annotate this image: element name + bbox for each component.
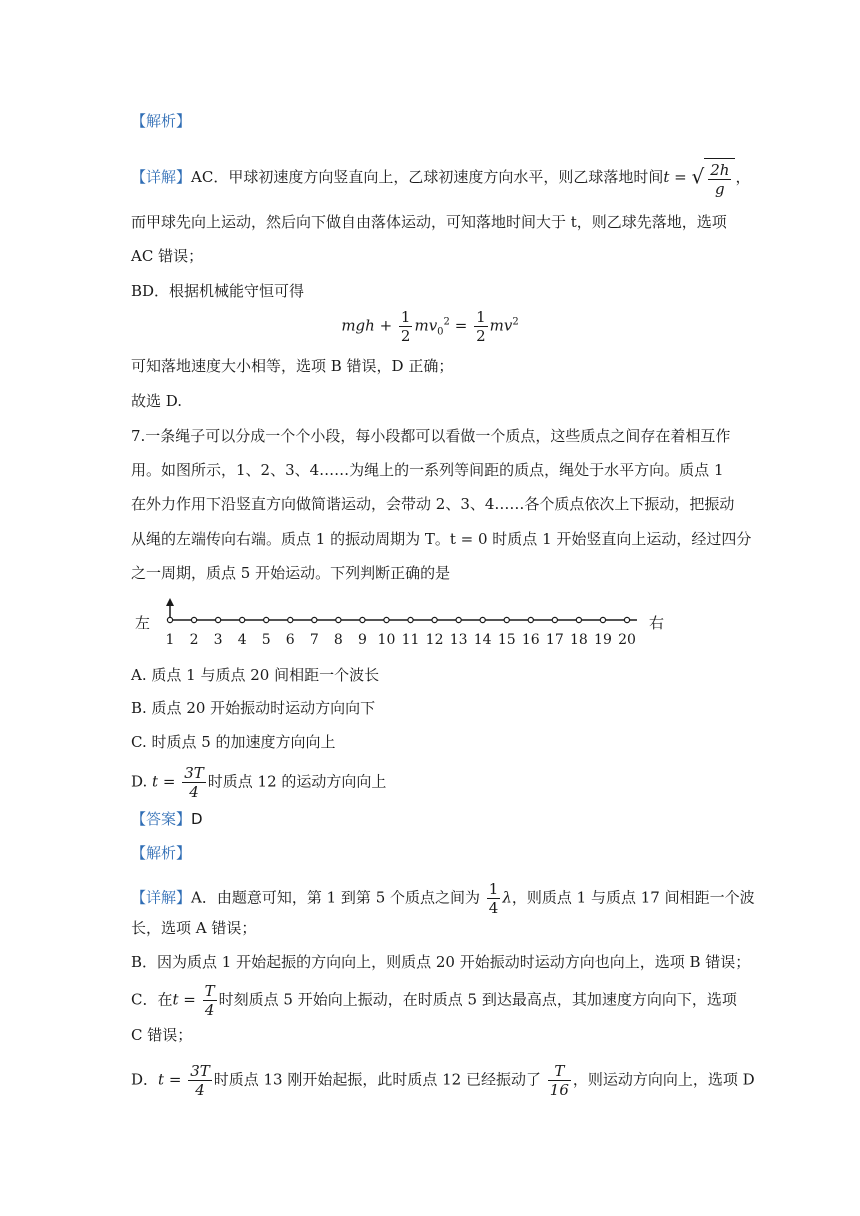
rope-point: [167, 617, 172, 622]
text: C．在: [131, 990, 173, 1009]
rope-point: [360, 617, 365, 622]
point-label: 8: [333, 632, 343, 648]
detail-1-line-2: 而甲球先向上运动，然后向下做自由落体运动，可知落地时间大于 t，则乙球先落地，选项: [131, 213, 727, 231]
sup: 2: [443, 316, 450, 328]
detail-1-line-5: 可知落地速度大小相等，选项 B 错误，D 正确；: [131, 357, 454, 375]
left-label: 左: [135, 614, 151, 632]
rope-point: [456, 617, 461, 622]
rope-point: [504, 617, 509, 622]
answer-value: D: [191, 810, 203, 828]
rope-point: [216, 617, 221, 622]
rope-point: [600, 617, 605, 622]
eq-mid: mv: [414, 316, 438, 335]
rope-point: [384, 617, 389, 622]
point-label: 18: [569, 632, 588, 648]
sqrt-expression: √ $\frac{2h}{g}$: [692, 158, 736, 198]
point-label: 16: [521, 632, 540, 648]
detail-tag: 【详解】: [131, 168, 192, 186]
frac-den: 4: [488, 899, 499, 917]
point-label: 6: [285, 632, 295, 648]
rope-point: [336, 617, 341, 622]
detail-2-a-2: 长，选项 A 错误；: [131, 919, 257, 937]
frac-den: 2: [476, 327, 486, 345]
rope-point: [552, 617, 557, 622]
text: ，则质点 1 与质点 17 间相距一个波: [511, 888, 755, 907]
answer-tag: 【答案】: [131, 810, 192, 828]
arrow-head-icon: [166, 598, 174, 606]
rope-point: [576, 617, 581, 622]
eq-sign: =: [454, 316, 468, 335]
rope-point: [408, 617, 413, 622]
points-group: [166, 617, 636, 648]
detail-1-line-3: AC 错误；: [131, 247, 204, 265]
rope-point: [288, 617, 293, 622]
point-label: 3: [213, 632, 223, 648]
frac-num: 1: [488, 880, 499, 898]
point-label: 20: [618, 632, 636, 648]
point-label: 2: [189, 632, 199, 648]
rope-point: [312, 617, 317, 622]
opt-label: D.: [131, 772, 148, 791]
sqrt-numerator: 2h: [710, 161, 730, 179]
rope-point: [528, 617, 533, 622]
rope-point: [191, 617, 196, 622]
time-symbol: t =: [152, 772, 176, 791]
text: ，: [735, 168, 751, 186]
text: 时质点 12 的运动方向向上: [207, 772, 387, 791]
text: AC．甲球初速度方向竖直向上，乙球初速度方向水平，则乙球落地时间: [191, 168, 664, 186]
text: 时刻质点 5 开始向上振动，在时质点 5 到达最高点，其加速度方向向下，选项: [218, 990, 737, 1009]
point-label: 1: [165, 632, 175, 648]
point-label: 13: [449, 632, 468, 648]
q7-line-1: 7.一条绳子可以分成一个个小段，每小段都可以看做一个质点，这些质点之间存在着相互作: [131, 427, 731, 445]
analysis-tag-2: 【解析】: [131, 844, 192, 862]
point-label: 12: [425, 632, 444, 648]
point-label: 7: [309, 632, 319, 648]
point-label: 15: [497, 632, 516, 648]
frac-num: 1: [400, 308, 411, 326]
sqrt-denominator: g: [715, 180, 725, 198]
point-label: 4: [237, 632, 247, 648]
rope-diagram: [131, 596, 671, 652]
frac-num: T: [204, 982, 215, 1000]
detail-1-line-4: BD．根据机械能守恒可得: [131, 282, 305, 300]
detail-1-line-6: 故选 D.: [131, 392, 183, 410]
frac-den: 4: [204, 1001, 215, 1019]
rope-point: [264, 617, 269, 622]
option-c: C. 时质点 5 的加速度方向向上: [131, 733, 336, 751]
option-a: A. 质点 1 与质点 20 间相距一个波长: [131, 666, 380, 684]
time-symbol: t =: [663, 168, 687, 186]
lambda-symbol: λ: [502, 888, 512, 907]
q7-line-4: 从绳的左端传向右端。质点 1 的振动周期为 T。t = 0 时质点 1 开始竖直向上运动，经过四分: [131, 530, 752, 548]
point-label: 9: [357, 632, 367, 648]
point-label: 14: [473, 632, 492, 648]
rope-point: [240, 617, 245, 622]
rope-point: [480, 617, 485, 622]
point-label: 19: [594, 632, 612, 648]
q7-line-2: 用。如图所示，1、2、3、4……为绳上的一系列等间距的质点，绳处于水平方向。质点 1: [131, 461, 724, 479]
eq-left: mgh +: [341, 316, 393, 335]
point-label: 10: [377, 632, 396, 648]
point-label: 5: [261, 632, 271, 648]
text: ，则运动方向向上，选项 D: [572, 1070, 755, 1089]
answer-row: [131, 809, 203, 829]
time-symbol: t =: [172, 990, 196, 1009]
point-label: 11: [401, 632, 420, 648]
analysis-tag: 【解析】: [131, 112, 192, 130]
rope-point: [624, 617, 629, 622]
frac-den: 4: [189, 783, 199, 801]
frac-num: 1: [476, 308, 486, 326]
eq-right: mv: [489, 316, 513, 335]
text: 时质点 13 刚开始起振，此时质点 12 已经振动了: [213, 1070, 541, 1089]
option-d: [131, 764, 386, 801]
detail-2-d: [131, 1062, 755, 1099]
frac-den: 16: [549, 1081, 569, 1099]
text: A．由题意可知，第 1 到第 5 个质点之间为: [191, 888, 481, 907]
time-symbol: t =: [158, 1070, 182, 1089]
q7-line-5: 之一周期，质点 5 开始运动。下列判断正确的是: [131, 564, 451, 582]
frac-den: 4: [195, 1081, 205, 1099]
detail-2-c-2: C 错误；: [131, 1026, 193, 1044]
detail-2-c: [131, 982, 737, 1019]
detail-2-b: B．因为质点 1 开始起振的方向向上，则质点 20 开始振动时运动方向也向上，选项 B 错误；: [131, 953, 751, 971]
frac-den: 2: [400, 327, 411, 345]
frac-num: 3T: [190, 1062, 210, 1080]
text: D．: [131, 1070, 159, 1089]
detail-1-line-1: [131, 158, 750, 198]
detail-2-a: [131, 880, 755, 917]
rope-point: [432, 617, 437, 622]
point-label: 17: [545, 632, 564, 648]
frac-num: T: [548, 1062, 571, 1081]
sub: 0: [437, 326, 444, 338]
sup: 2: [512, 316, 519, 328]
detail-tag: 【详解】: [131, 888, 192, 907]
frac-num: 3T: [184, 764, 204, 782]
energy-equation: [0, 308, 860, 345]
q7-line-3: 在外力作用下沿竖直方向做简谐运动，会带动 2、3、4……各个质点依次上下振动，把振动: [131, 495, 735, 513]
right-label: 右: [649, 614, 665, 632]
option-b: B. 质点 20 开始振动时运动方向向下: [131, 699, 376, 717]
